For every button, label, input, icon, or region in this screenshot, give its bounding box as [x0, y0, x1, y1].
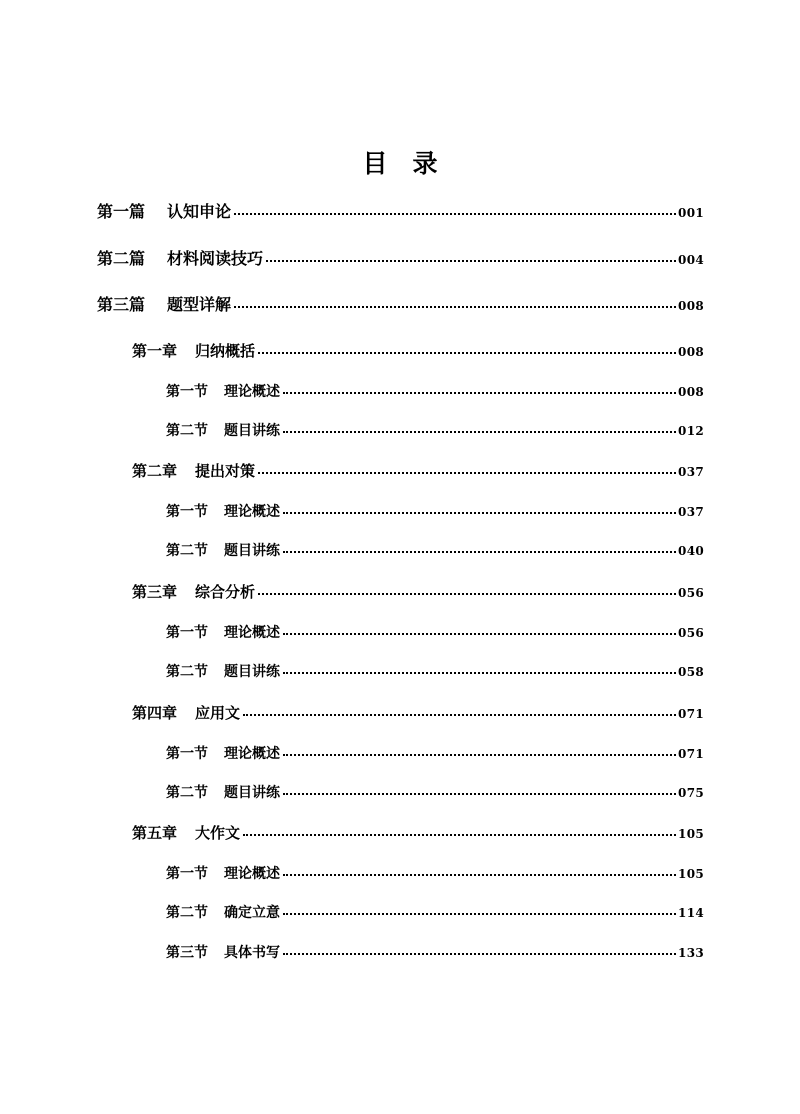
dot-leader [258, 472, 676, 474]
toc-section[interactable] [166, 620, 704, 646]
toc-title: 应用文 [195, 704, 241, 722]
toc-number: 第三篇 [97, 295, 146, 314]
toc-section[interactable] [166, 418, 704, 444]
toc-section[interactable] [166, 499, 704, 525]
toc-title: 确定立意 [224, 905, 280, 921]
toc-number: 第二篇 [97, 249, 146, 268]
toc-title: 题目讲练 [224, 423, 280, 439]
toc-page-number: 037 [678, 465, 704, 479]
toc-part-1[interactable] [97, 199, 704, 225]
toc-section[interactable] [166, 659, 704, 685]
toc-number: 第四章 [132, 704, 178, 722]
toc-title: 题目讲练 [224, 543, 280, 559]
toc-number: 第一节 [166, 866, 208, 882]
toc-section[interactable] [166, 538, 704, 564]
toc-page-number: 105 [678, 827, 704, 841]
dot-leader [283, 551, 676, 553]
toc-page-number: 056 [678, 626, 704, 640]
toc-number: 第三章 [132, 583, 178, 601]
dot-leader [283, 913, 676, 915]
toc-title: 题型详解 [167, 295, 232, 314]
toc-page-number: 105 [678, 867, 704, 881]
toc-number: 第一节 [166, 625, 208, 641]
dot-leader [283, 953, 676, 955]
toc-page-number: 008 [678, 345, 704, 359]
dot-leader [283, 633, 676, 635]
dot-leader [283, 392, 676, 394]
toc-title: 理论概述 [224, 504, 280, 520]
dot-leader [283, 431, 676, 433]
toc-page-number: 012 [678, 424, 704, 438]
toc-chapter-4[interactable] [132, 700, 704, 726]
toc-page-number: 001 [678, 206, 704, 220]
toc-part-3[interactable] [97, 292, 704, 318]
toc-section[interactable] [166, 861, 704, 887]
toc-section[interactable] [166, 379, 704, 405]
toc-title: 归纳概括 [195, 342, 256, 360]
toc-chapter-1[interactable] [132, 338, 704, 364]
toc-page-number: 004 [678, 253, 704, 267]
toc-section[interactable] [166, 900, 704, 926]
toc-title: 理论概述 [224, 866, 280, 882]
toc-number: 第三节 [166, 945, 208, 961]
toc-page-number: 008 [678, 299, 704, 313]
page-title: 目 录 [362, 149, 438, 178]
toc-title: 大作文 [195, 824, 241, 842]
toc-page-number: 037 [678, 505, 704, 519]
dot-leader [283, 512, 676, 514]
toc-page-number: 133 [678, 946, 704, 960]
toc-number: 第二节 [166, 785, 208, 801]
toc-number: 第二章 [132, 462, 178, 480]
dot-leader [266, 260, 676, 262]
toc-number: 第一篇 [97, 202, 146, 221]
dot-leader [283, 874, 676, 876]
toc-section[interactable] [166, 741, 704, 767]
toc-section[interactable] [166, 940, 704, 966]
toc-page-number: 071 [678, 747, 704, 761]
toc-title: 理论概述 [224, 384, 280, 400]
dot-leader [258, 593, 676, 595]
toc-chapter-5[interactable] [132, 820, 704, 846]
toc-title: 综合分析 [195, 583, 256, 601]
toc-number: 第二节 [166, 423, 208, 439]
toc-number: 第二节 [166, 905, 208, 921]
dot-leader [283, 754, 676, 756]
toc-title: 具体书写 [224, 945, 280, 961]
dot-leader [234, 306, 676, 308]
toc-page-number: 056 [678, 586, 704, 600]
dot-leader [283, 793, 676, 795]
dot-leader [283, 672, 676, 674]
toc-title: 材料阅读技巧 [167, 249, 264, 268]
toc-title: 理论概述 [224, 625, 280, 641]
dot-leader [243, 834, 676, 836]
toc-page-number: 058 [678, 665, 704, 679]
toc-page-number: 040 [678, 544, 704, 558]
toc-page-number: 071 [678, 707, 704, 721]
toc-number: 第二节 [166, 664, 208, 680]
toc-number: 第二节 [166, 543, 208, 559]
toc-chapter-3[interactable] [132, 579, 704, 605]
toc-chapter-2[interactable] [132, 458, 704, 484]
toc-page-number: 008 [678, 385, 704, 399]
toc-page-number: 114 [678, 906, 704, 920]
toc-part-2[interactable] [97, 246, 704, 272]
toc-title: 认知申论 [167, 202, 232, 221]
toc-number: 第一节 [166, 746, 208, 762]
dot-leader [234, 213, 676, 215]
toc-title: 题目讲练 [224, 785, 280, 801]
dot-leader [258, 352, 676, 354]
toc-section[interactable] [166, 780, 704, 806]
toc-title: 提出对策 [195, 462, 256, 480]
toc-number: 第五章 [132, 824, 178, 842]
toc-number: 第一节 [166, 384, 208, 400]
toc-number: 第一节 [166, 504, 208, 520]
toc-title: 理论概述 [224, 746, 280, 762]
toc-title: 题目讲练 [224, 664, 280, 680]
toc-number: 第一章 [132, 342, 178, 360]
dot-leader [243, 714, 676, 716]
toc-page-number: 075 [678, 786, 704, 800]
